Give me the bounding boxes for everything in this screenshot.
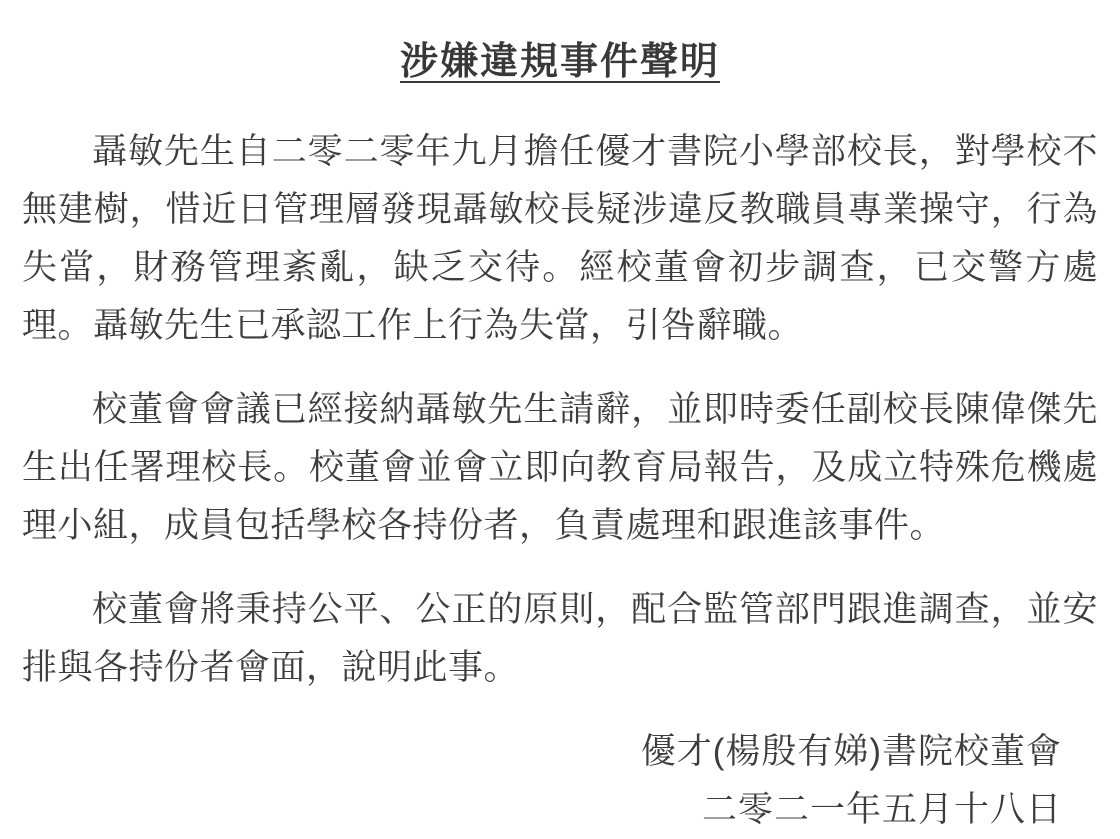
signature-line: 優才(楊殷有娣)書院校董會 <box>640 732 1062 771</box>
date-line: 二零二一年五月十八日 <box>701 790 1062 829</box>
statement-paragraph-2: 校董會會議已經接納聶敏先生請辭，並即時委任副校長陳偉傑先生出任署理校長。校董會並會立即向教育局報告，及成立特殊危機處理小組，成員包括學校各持份者，負責處理和跟進該事件。 <box>22 390 1098 545</box>
page-title: 涉嫌違規事件聲明 <box>399 41 720 83</box>
statement-paragraph-3: 校董會將秉持公平、公正的原則，配合監管部門跟進調查，並安排與各持份者會面，說明此事。 <box>22 590 1098 687</box>
statement-paragraph-1: 聶敏先生自二零二零年九月擔任優才書院小學部校長，對學校不無建樹，惜近日管理層發現聶敏校長疑涉違反教職員專業操守，行為失當，財務管理紊亂，缺乏交待。經校董會初步調查，已交警方處理。聶敏先生已承認工作上行為失當，引咎辭職。 <box>22 132 1098 345</box>
signature-block <box>22 723 1098 839</box>
